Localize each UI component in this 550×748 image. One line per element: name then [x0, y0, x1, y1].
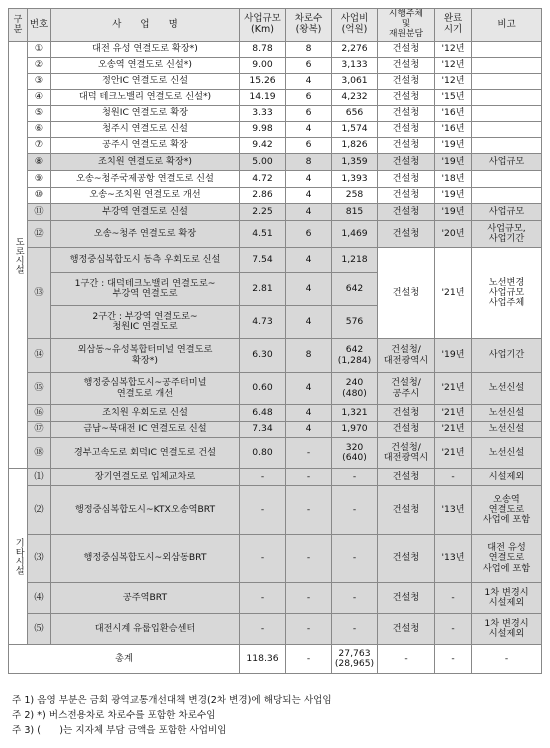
project-note	[472, 90, 542, 106]
project-agency: 건설청/ 대전광역시	[378, 438, 435, 469]
header-row	[9, 9, 542, 42]
project-note	[472, 74, 542, 90]
project-agency: 건설청	[378, 188, 435, 204]
project-lanes: 6	[286, 90, 332, 106]
total-agency: -	[378, 645, 435, 674]
project-agency: 건설청	[378, 204, 435, 221]
project-cost: 1,393	[332, 171, 378, 188]
project-scale: 7.34	[240, 422, 286, 438]
category-label-road: 도로시설	[9, 42, 28, 469]
project-cost: 1,826	[332, 138, 378, 154]
project-lanes: -	[286, 486, 332, 535]
project-scale: 6.48	[240, 405, 286, 422]
project-name: 대전 유성 연결도로 확장*)	[51, 42, 240, 58]
col-header-note: 비고	[472, 9, 542, 42]
project-name: 1구간 : 대덕테크노밸리 연결도로~ 부강역 연결도로	[51, 273, 240, 306]
total-lanes: -	[286, 645, 332, 674]
project-lanes: 6	[286, 221, 332, 248]
project-name: 2구간 : 부강역 연결도로~ 청원IC 연결도로	[51, 306, 240, 339]
project-name: 부강역 연결도로 신설	[51, 204, 240, 221]
project-scale: -	[240, 486, 286, 535]
row-number: ②	[28, 58, 51, 74]
total-done: -	[435, 645, 472, 674]
project-cost: -	[332, 486, 378, 535]
table-row	[9, 373, 542, 405]
col-header-category: 구분	[9, 9, 28, 42]
total-note: -	[472, 645, 542, 674]
project-agency: 건설청	[378, 106, 435, 122]
project-done: '21년	[435, 422, 472, 438]
project-name: 행정중심복합도시~KTX오송역BRT	[51, 486, 240, 535]
project-done: -	[435, 469, 472, 486]
project-lanes: -	[286, 614, 332, 645]
project-name: 오송~청주 연결도로 확장	[51, 221, 240, 248]
project-done: '12년	[435, 74, 472, 90]
project-lanes: 4	[286, 74, 332, 90]
project-scale: 0.60	[240, 373, 286, 405]
row-number: ③	[28, 74, 51, 90]
project-note: 오송역 연결도로 사업에 포함	[472, 486, 542, 535]
project-scale: 15.26	[240, 74, 286, 90]
project-agency: 건설청	[378, 248, 435, 339]
table-row	[9, 188, 542, 204]
project-name: 행정중심복합도시~공주터미널 연결도로 개선	[51, 373, 240, 405]
project-lanes: 6	[286, 106, 332, 122]
row-number: ⑩	[28, 188, 51, 204]
table-row	[9, 535, 542, 583]
project-name: 청원IC 연결도로 확장	[51, 106, 240, 122]
project-note	[472, 42, 542, 58]
project-cost: 240 (480)	[332, 373, 378, 405]
project-name: 공주시 연결도로 확장	[51, 138, 240, 154]
row-number: ⑷	[28, 583, 51, 614]
project-done: '12년	[435, 42, 472, 58]
project-name: 오송역 연결도로 신설*)	[51, 58, 240, 74]
project-cost: 320 (640)	[332, 438, 378, 469]
project-name: 공주역BRT	[51, 583, 240, 614]
project-note: 사업규모	[472, 154, 542, 171]
row-number: ⑪	[28, 204, 51, 221]
project-cost: -	[332, 614, 378, 645]
table-row	[9, 645, 542, 674]
project-scale: 6.30	[240, 339, 286, 373]
table-row	[9, 221, 542, 248]
col-header-name: 사 업 명	[51, 9, 240, 42]
project-lanes: 4	[286, 171, 332, 188]
project-cost: 815	[332, 204, 378, 221]
project-cost: -	[332, 583, 378, 614]
col-header-agency: 시행주체 및 재원분담	[378, 9, 435, 42]
project-scale: 7.54	[240, 248, 286, 273]
project-done: '15년	[435, 90, 472, 106]
project-scale: 4.72	[240, 171, 286, 188]
project-agency: 건설청	[378, 422, 435, 438]
footnote: 주 1) 음영 부분은 금회 광역교통개선대책 변경(2차 변경)에 해당되는 사업임	[12, 695, 332, 706]
project-lanes: -	[286, 535, 332, 583]
project-note	[472, 171, 542, 188]
row-number: ⑭	[28, 339, 51, 373]
project-name: 외삼동~유성복합터미널 연결도로 확장*)	[51, 339, 240, 373]
table-row	[9, 42, 542, 58]
project-lanes: 4	[286, 273, 332, 306]
project-done: '21년	[435, 438, 472, 469]
table-row	[9, 583, 542, 614]
project-note: 대전 유성 연결도로 사업에 포함	[472, 535, 542, 583]
row-number: ⑨	[28, 171, 51, 188]
project-done: -	[435, 614, 472, 645]
project-note: 노선변경 사업규모 사업주체	[472, 248, 542, 339]
row-number: ⑵	[28, 486, 51, 535]
project-lanes: 4	[286, 248, 332, 273]
project-scale: 0.80	[240, 438, 286, 469]
project-lanes: 4	[286, 188, 332, 204]
project-note: 노선신설	[472, 373, 542, 405]
col-header-scale: 사업규모 (Km)	[240, 9, 286, 42]
total-label: 총계	[9, 645, 240, 674]
table-row	[9, 74, 542, 90]
row-number: ⑥	[28, 122, 51, 138]
project-lanes: -	[286, 438, 332, 469]
project-done: '16년	[435, 122, 472, 138]
row-number: ①	[28, 42, 51, 58]
project-lanes: 4	[286, 204, 332, 221]
project-lanes: 4	[286, 422, 332, 438]
table-row	[9, 422, 542, 438]
project-scale: 8.78	[240, 42, 286, 58]
project-agency: 건설청	[378, 469, 435, 486]
project-agency: 건설청	[378, 221, 435, 248]
project-scale: 3.33	[240, 106, 286, 122]
project-scale: -	[240, 535, 286, 583]
project-done: '21년	[435, 373, 472, 405]
project-lanes: 4	[286, 405, 332, 422]
project-cost: 2,276	[332, 42, 378, 58]
table-row	[9, 614, 542, 645]
project-cost: 4,232	[332, 90, 378, 106]
row-number: ④	[28, 90, 51, 106]
table-row	[9, 122, 542, 138]
project-name: 오송~청주국제공항 연결도로 신설	[51, 171, 240, 188]
project-agency: 건설청	[378, 486, 435, 535]
project-agency: 건설청	[378, 122, 435, 138]
project-name: 장기연결도로 입체교차로	[51, 469, 240, 486]
project-done: '21년	[435, 248, 472, 339]
project-note: 사업기간	[472, 339, 542, 373]
project-scale: 9.42	[240, 138, 286, 154]
project-cost: 1,574	[332, 122, 378, 138]
table-row	[9, 106, 542, 122]
project-name: 청주시 연결도로 신설	[51, 122, 240, 138]
project-cost: 1,970	[332, 422, 378, 438]
project-scale: 2.25	[240, 204, 286, 221]
project-done: '19년	[435, 339, 472, 373]
project-name: 대전시계 유룹입환승센터	[51, 614, 240, 645]
total-cost: 27,763 (28,965)	[332, 645, 378, 674]
project-name: 조치원 우회도로 신설	[51, 405, 240, 422]
project-cost: -	[332, 535, 378, 583]
table-row	[9, 248, 542, 273]
project-cost: 3,061	[332, 74, 378, 90]
project-name: 행정중심복합도시 동측 우회도로 신설	[51, 248, 240, 273]
table-row	[9, 154, 542, 171]
project-lanes: 8	[286, 42, 332, 58]
project-note	[472, 138, 542, 154]
table-row	[9, 469, 542, 486]
project-done: '19년	[435, 204, 472, 221]
project-name: 정안IC 연결도로 신설	[51, 74, 240, 90]
project-name: 행정중심복합도시~외삼동BRT	[51, 535, 240, 583]
project-scale: -	[240, 469, 286, 486]
project-name: 오송~조치원 연결도로 개선	[51, 188, 240, 204]
project-cost: 642 (1,284)	[332, 339, 378, 373]
table-row	[9, 405, 542, 422]
project-note: 1차 변경시 시설제외	[472, 614, 542, 645]
project-scale: 9.00	[240, 58, 286, 74]
project-done: '16년	[435, 106, 472, 122]
project-done: '18년	[435, 171, 472, 188]
row-number: ⑰	[28, 422, 51, 438]
project-done: '12년	[435, 58, 472, 74]
category-label-other: 기타시설	[9, 469, 28, 645]
table-row	[9, 58, 542, 74]
project-scale: 9.98	[240, 122, 286, 138]
row-number: ⑦	[28, 138, 51, 154]
table-row	[9, 339, 542, 373]
project-note: 사업규모	[472, 204, 542, 221]
project-name: 조치원 연결도로 확장*)	[51, 154, 240, 171]
row-number: ⑧	[28, 154, 51, 171]
row-number: ⑸	[28, 614, 51, 645]
project-cost: 1,321	[332, 405, 378, 422]
project-agency: 건설청/ 대전광역시	[378, 339, 435, 373]
project-done: '20년	[435, 221, 472, 248]
project-scale: 14.19	[240, 90, 286, 106]
project-scale: 4.51	[240, 221, 286, 248]
project-scale: 2.81	[240, 273, 286, 306]
project-agency: 건설청	[378, 58, 435, 74]
project-lanes: 8	[286, 339, 332, 373]
project-name: 대덕 테크노밸리 연결도로 신설*)	[51, 90, 240, 106]
table-row	[9, 438, 542, 469]
project-done: '13년	[435, 535, 472, 583]
row-number: ⑯	[28, 405, 51, 422]
project-done: '19년	[435, 188, 472, 204]
project-note	[472, 58, 542, 74]
project-agency: 건설청	[378, 90, 435, 106]
project-done: '19년	[435, 154, 472, 171]
project-note: 노선신설	[472, 438, 542, 469]
project-name: 경부고속도로 회덕IC 연결도로 건설	[51, 438, 240, 469]
project-lanes: 6	[286, 58, 332, 74]
table-row	[9, 90, 542, 106]
project-lanes: 4	[286, 306, 332, 339]
project-cost: 3,133	[332, 58, 378, 74]
row-number: ⑴	[28, 469, 51, 486]
project-lanes: -	[286, 583, 332, 614]
project-agency: 건설청	[378, 535, 435, 583]
project-lanes: 4	[286, 373, 332, 405]
project-name: 금남~북대전 IC 연결도로 신설	[51, 422, 240, 438]
project-agency: 건설청	[378, 583, 435, 614]
project-lanes: -	[286, 469, 332, 486]
project-scale: -	[240, 614, 286, 645]
project-done: -	[435, 583, 472, 614]
footnote: 주 2) *) 버스전용차로 차로수를 포함한 차로수임	[12, 710, 216, 721]
project-cost: 576	[332, 306, 378, 339]
project-scale: 2.86	[240, 188, 286, 204]
row-number: ⑤	[28, 106, 51, 122]
project-note	[472, 122, 542, 138]
table-row	[9, 171, 542, 188]
footnotes	[12, 693, 332, 738]
project-agency: 건설청	[378, 171, 435, 188]
project-scale: 5.00	[240, 154, 286, 171]
table-row	[9, 138, 542, 154]
project-note: 사업규모, 사업기간	[472, 221, 542, 248]
project-note: 시설제외	[472, 469, 542, 486]
col-header-done: 완료 시기	[435, 9, 472, 42]
project-lanes: 8	[286, 154, 332, 171]
row-number: ⑬	[28, 248, 51, 339]
col-header-number: 번호	[28, 9, 51, 42]
row-number: ⑶	[28, 535, 51, 583]
project-agency: 건설청/ 공주시	[378, 373, 435, 405]
project-done: '13년	[435, 486, 472, 535]
row-number: ⑱	[28, 438, 51, 469]
project-agency: 건설청	[378, 138, 435, 154]
project-scale: 4.73	[240, 306, 286, 339]
project-cost: 258	[332, 188, 378, 204]
project-lanes: 6	[286, 138, 332, 154]
project-lanes: 4	[286, 122, 332, 138]
project-done: '21년	[435, 405, 472, 422]
project-table	[8, 8, 542, 674]
project-cost: 1,359	[332, 154, 378, 171]
project-agency: 건설청	[378, 154, 435, 171]
project-note: 노선신설	[472, 422, 542, 438]
project-scale: -	[240, 583, 286, 614]
project-cost: 656	[332, 106, 378, 122]
project-agency: 건설청	[378, 405, 435, 422]
project-note: 노선신설	[472, 405, 542, 422]
project-agency: 건설청	[378, 42, 435, 58]
row-number: ⑮	[28, 373, 51, 405]
project-cost: 642	[332, 273, 378, 306]
col-header-lanes: 차로수 (왕복)	[286, 9, 332, 42]
project-cost: 1,469	[332, 221, 378, 248]
project-cost: 1,218	[332, 248, 378, 273]
project-agency: 건설청	[378, 614, 435, 645]
project-note	[472, 188, 542, 204]
row-number: ⑫	[28, 221, 51, 248]
table-row	[9, 204, 542, 221]
footnote: 주 3) ( )는 지자체 부담 금액을 포함한 사업비임	[12, 725, 227, 736]
project-note: 1차 변경시 시설제외	[472, 583, 542, 614]
total-scale: 118.36	[240, 645, 286, 674]
project-agency: 건설청	[378, 74, 435, 90]
project-done: '19년	[435, 138, 472, 154]
table-row	[9, 486, 542, 535]
project-cost: -	[332, 469, 378, 486]
col-header-cost: 사업비 (억원)	[332, 9, 378, 42]
project-note	[472, 106, 542, 122]
